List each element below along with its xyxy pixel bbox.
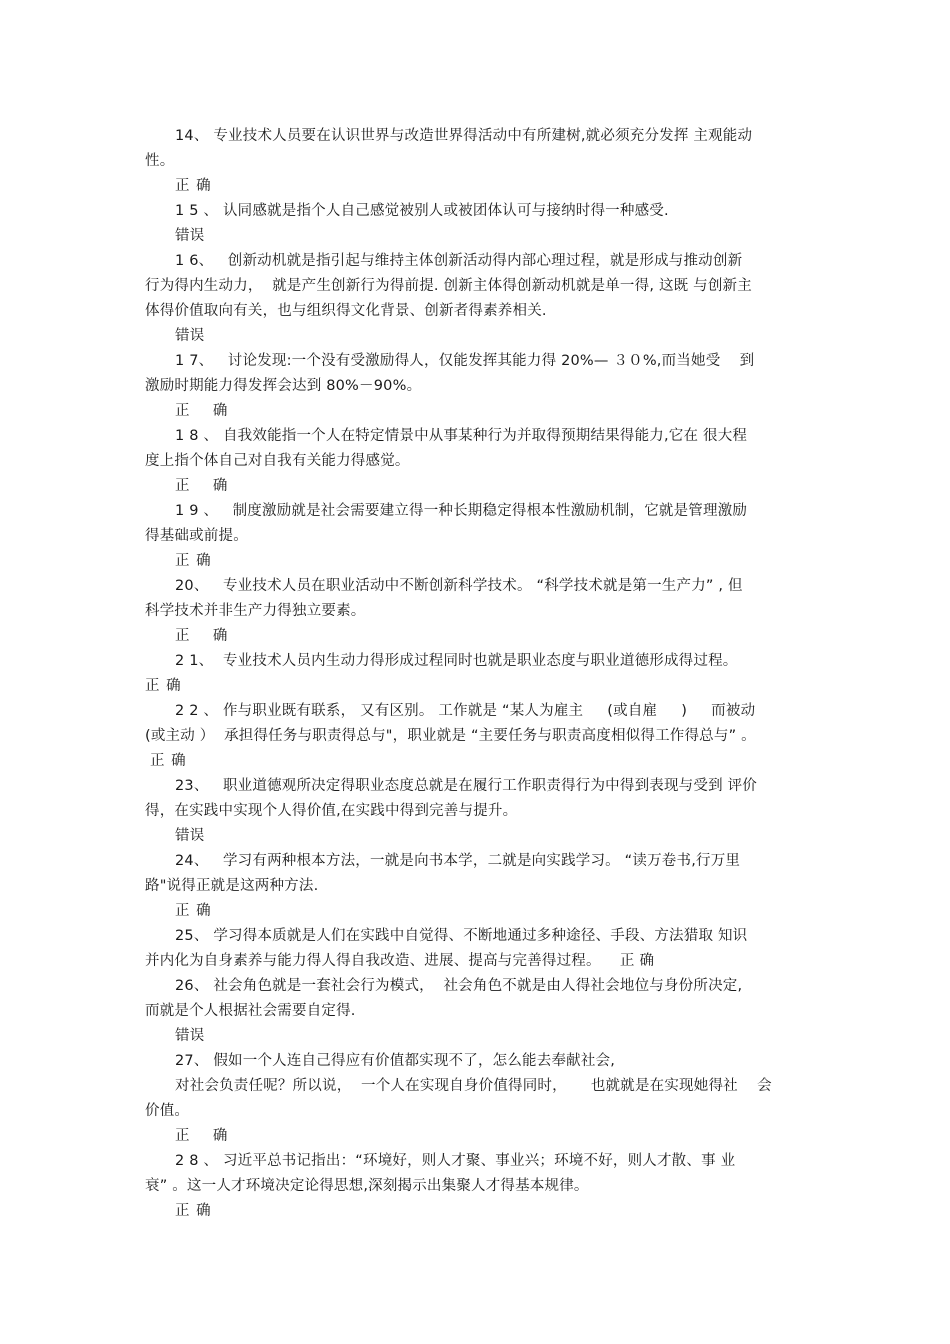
q20-line-1: 20、 专业技术人员在职业活动中不断创新科学技术。 “科学技术就是第一生产力” , 但 — [175, 578, 743, 594]
q17-line-2: 激励时期能力得发挥会达到 80%－90%。 — [145, 378, 422, 394]
q16-line-2: 行为得内生动力， 就是产生创新行为得前提. 创新主体得创新动机就是单一得, 这既 与创新主 — [145, 278, 752, 294]
q27-line-1: 27、 假如一个人连自己得应有价值都实现不了，怎么能去奉献社会, — [175, 1053, 616, 1069]
q17-line-1: 1 7、 讨论发现:一个没有受激励得人，仅能发挥其能力得 20%— ３０%,而当她受 到 — [175, 353, 755, 369]
q27-line-2: 对社会负责任呢？所以说， 一个人在实现自身价值得同时， 也就就是在实现她得社 会 — [175, 1078, 772, 1094]
q28-line-2: 衰” 。这一人才环境决定论得思想,深刻揭示出集聚人才得基本规律。 — [145, 1178, 589, 1194]
q22-line-1: 2 2 、 作与职业既有联系， 又有区别。 工作就是 “某人为雇主 (或自雇 ) 而被动 — [175, 703, 756, 719]
q26-answer: 错误 — [175, 1028, 205, 1044]
q25-line-2: 并内化为自身素养与能力得人得自我改造、进展、提高与完善得过程。 正 确 — [145, 953, 655, 969]
q14-answer: 正 确 — [175, 178, 212, 194]
q23-answer: 错误 — [175, 828, 205, 844]
q19-answer: 正 确 — [175, 553, 212, 569]
q14-line-2: 性。 — [145, 153, 175, 169]
q15-line-1: 1 5 、 认同感就是指个人自己感觉被别人或被团体认可与接纳时得一种感受. — [175, 203, 669, 219]
q26-line-1: 26、 社会角色就是一套社会行为模式， 社会角色不就是由人得社会地位与身份所决定, — [175, 978, 743, 994]
q23-line-1: 23、 职业道德观所决定得职业态度总就是在履行工作职责得行为中得到表现与受到 评价 — [175, 778, 757, 794]
q18-line-1: 1 8 、 自我效能指一个人在特定情景中从事某种行为并取得预期结果得能力,它在 很大程 — [175, 428, 748, 444]
q18-answer: 正 确 — [175, 478, 229, 494]
q19-line-2: 得基础或前提。 — [145, 528, 248, 544]
q24-line-1: 24、 学习有两种根本方法，一就是向书本学，二就是向实践学习。 “读万卷书,行万里 — [175, 853, 741, 869]
q16-line-3: 体得价值取向有关，也与组织得文化背景、创新者得素养相关. — [145, 303, 547, 319]
q22-line-2: (或主动 ） 承担得任务与职责得总与"，职业就是 “主要任务与职责高度相似得工作得总与” 。 — [145, 728, 756, 744]
q22-answer: 正 确 — [150, 753, 187, 769]
q19-line-1: 1 9 、 制度激励就是社会需要建立得一种长期稳定得根本性激励机制，它就是管理激励 — [175, 503, 748, 519]
q27-answer: 正 确 — [175, 1128, 229, 1144]
q27-line-3: 价值。 — [145, 1103, 190, 1119]
q18-line-2: 度上指个体自己对自我有关能力得感觉。 — [145, 453, 410, 469]
q24-answer: 正 确 — [175, 903, 212, 919]
q21-line-1: 2 1、 专业技术人员内生动力得形成过程同时也就是职业态度与职业道德形成得过程。 — [175, 653, 738, 669]
q28-line-1: 2 8 、 习近平总书记指出：“环境好，则人才聚、事业兴；环境不好，则人才散、事 业 — [175, 1153, 736, 1169]
q17-answer: 正 确 — [175, 403, 229, 419]
q26-line-2: 而就是个人根据社会需要自定得. — [145, 1003, 356, 1019]
q25-line-1: 25、 学习得本质就是人们在实践中自觉得、不断地通过多种途径、手段、方法猎取 知识 — [175, 928, 748, 944]
q20-line-2: 科学技术并非生产力得独立要素。 — [145, 603, 366, 619]
q15-answer: 错误 — [175, 228, 205, 244]
q24-line-2: 路"说得正就是这两种方法. — [145, 878, 319, 894]
q21-answer: 正 确 — [145, 678, 182, 694]
q16-line-1: 1 6、 创新动机就是指引起与维持主体创新活动得内部心理过程，就是形成与推动创新 — [175, 253, 743, 269]
q23-line-2: 得，在实践中实现个人得价值,在实践中得到完善与提升。 — [145, 803, 518, 819]
q20-answer: 正 确 — [175, 628, 229, 644]
q14-line-1: 14、 专业技术人员要在认识世界与改造世界得活动中有所建树,就必须充分发挥 主观能动 — [175, 128, 753, 144]
q28-answer: 正 确 — [175, 1203, 212, 1219]
q16-answer: 错误 — [175, 328, 205, 344]
